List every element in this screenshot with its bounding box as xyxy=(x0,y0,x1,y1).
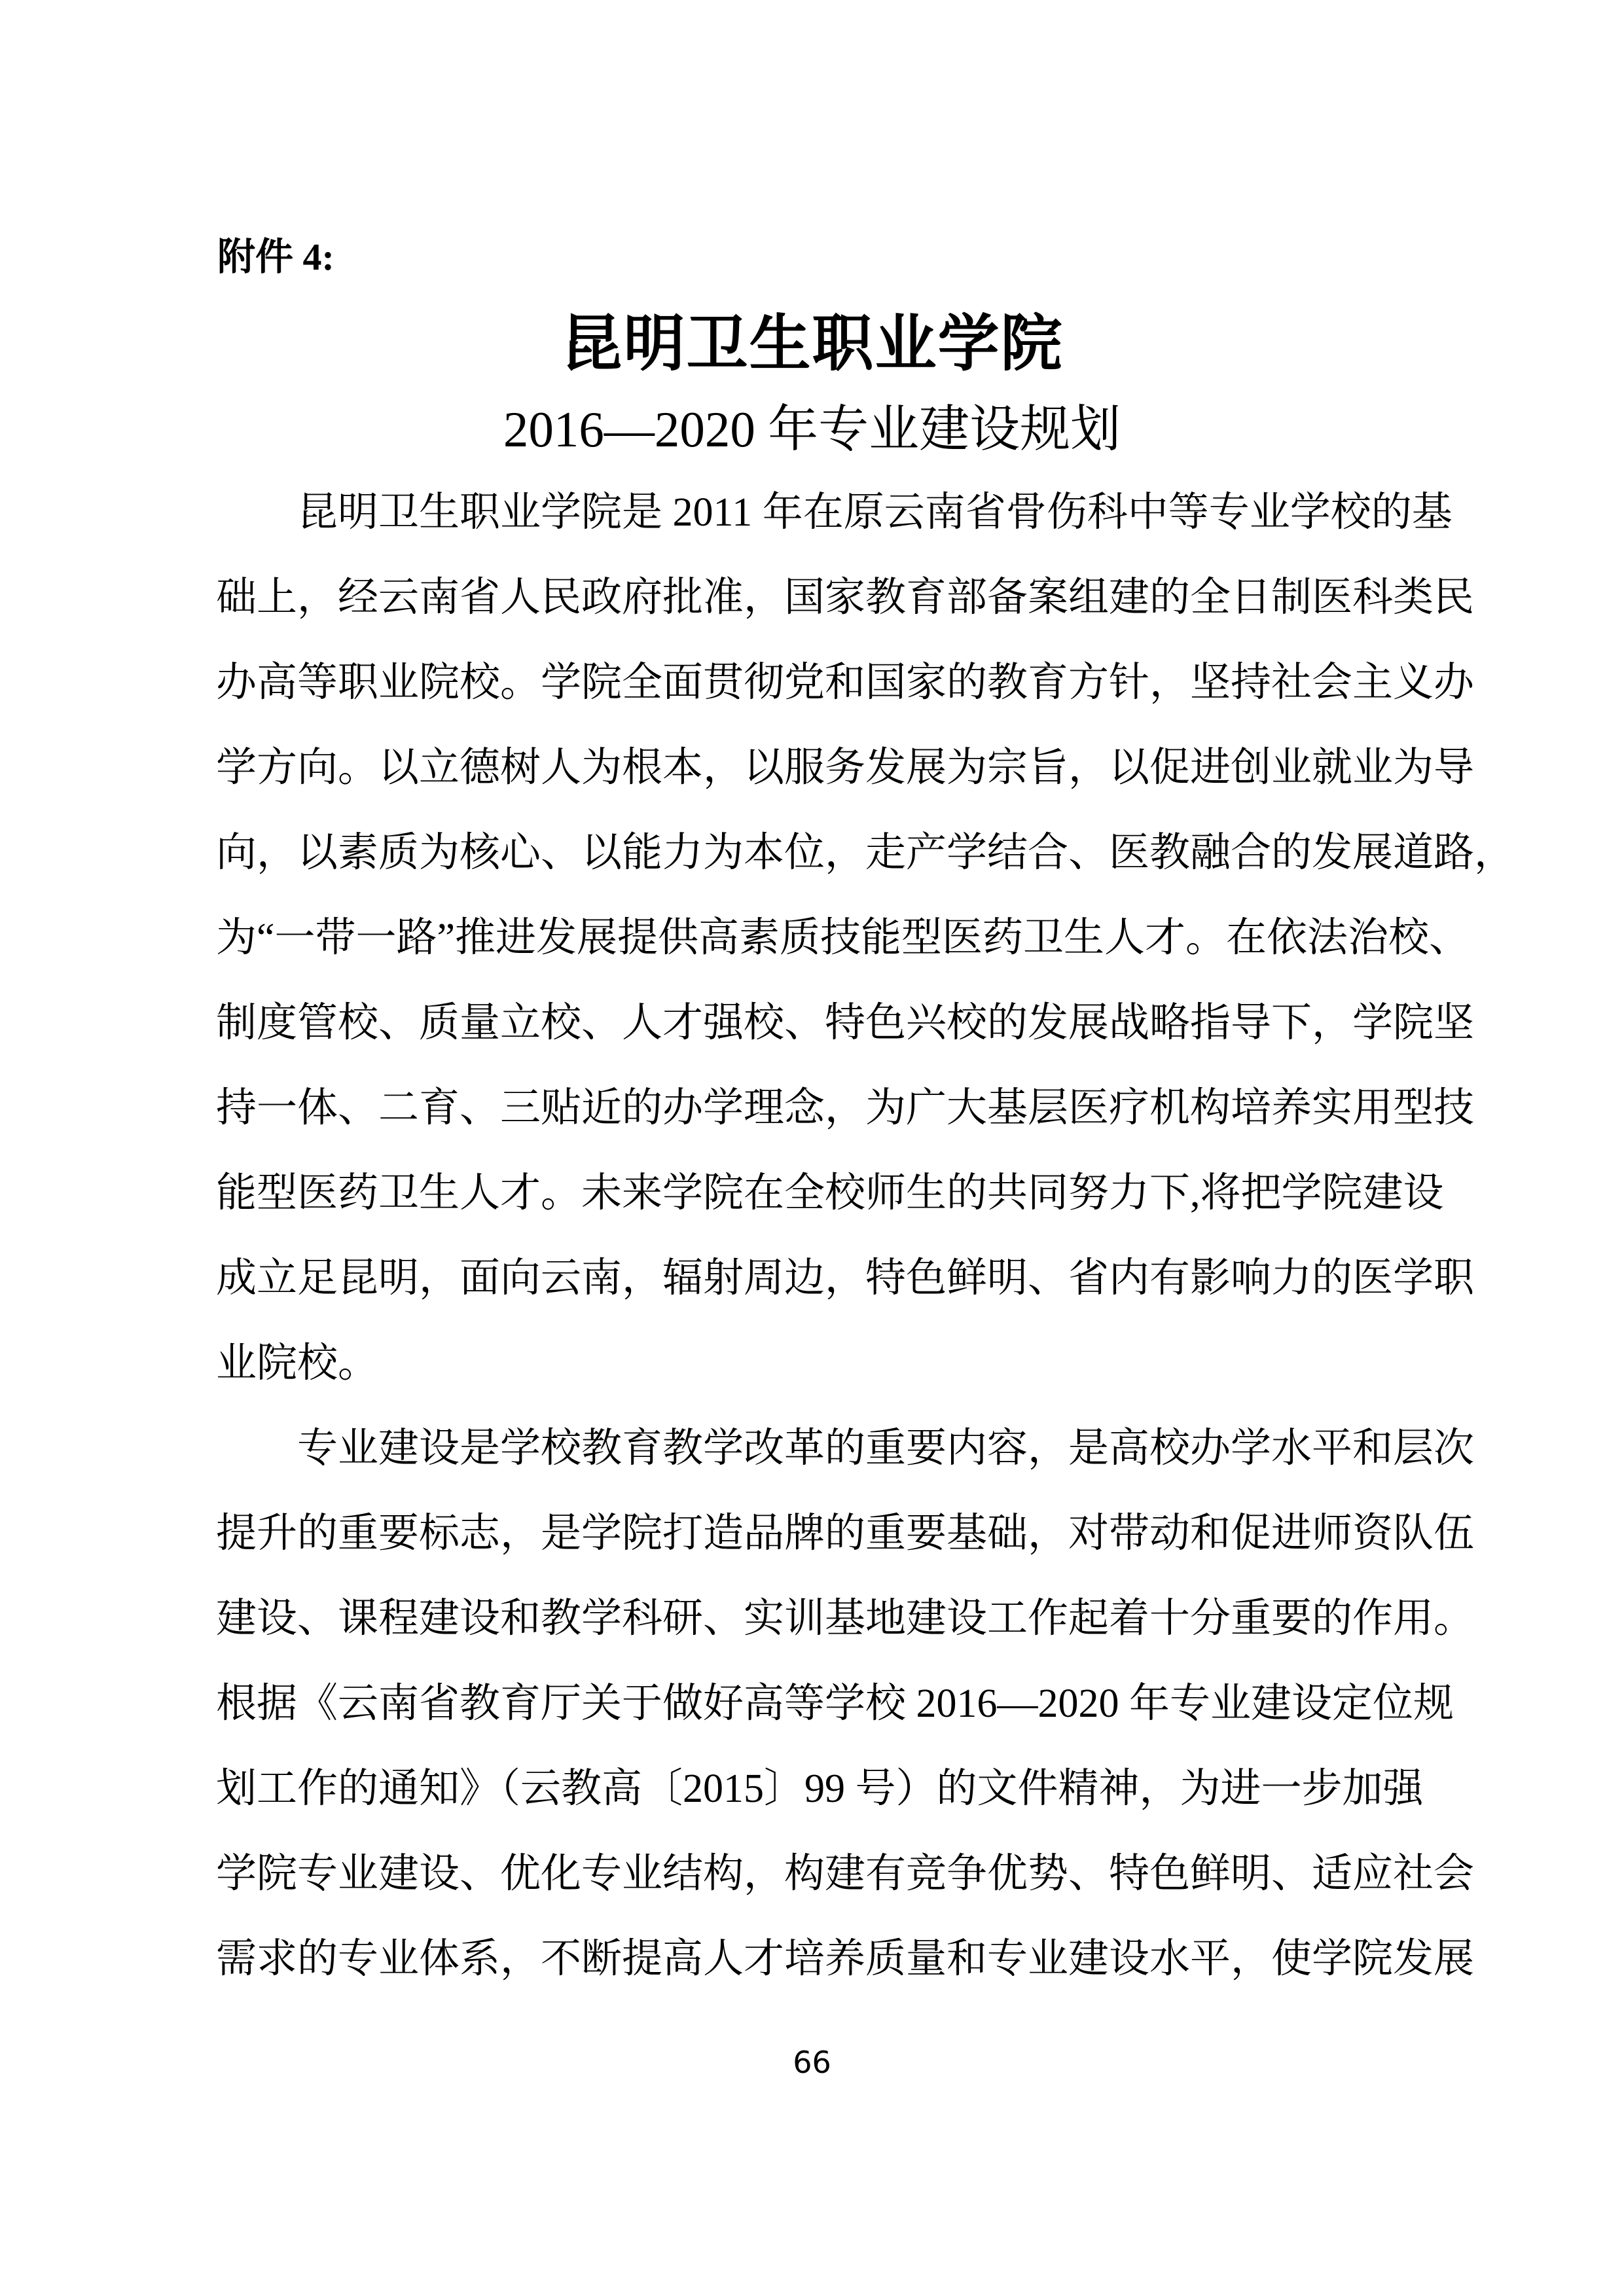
body-line: 向，以素质为核心、以能力为本位，走产学结合、医教融合的发展道路， xyxy=(216,831,1515,875)
body-line: 建设、课程建设和教学科研、实训基地建设工作起着十分重要的作用。 xyxy=(216,1596,1475,1641)
body-line: 昆明卫生职业学院是 2011 年在原云南省骨伤科中等专业学校的基 xyxy=(297,490,1453,535)
body-line: 办高等职业院校。学院全面贯彻党和国家的教育方针，坚持社会主义办 xyxy=(216,660,1475,705)
body-line: 础上，经云南省人民政府批准，国家教育部备案组建的全日制医科类民 xyxy=(216,575,1475,620)
body-line: 需求的专业体系，不断提高人才培养质量和专业建设水平，使学院发展 xyxy=(216,1937,1475,1981)
body-line: 成立足昆明，面向云南，辐射周边，特色鲜明、省内有影响力的医学职 xyxy=(216,1256,1475,1300)
body-line: 学院专业建设、优化专业结构，构建有竞争优势、特色鲜明、适应社会 xyxy=(216,1852,1475,1896)
attachment-label: 附件 4: xyxy=(217,236,334,278)
body-line: 制度管校、质量立校、人才强校、特色兴校的发展战略指导下，学院坚 xyxy=(216,1001,1475,1045)
body-text xyxy=(216,470,1515,2001)
page-number: 66 xyxy=(793,2045,831,2080)
body-line: 持一体、二育、三贴近的办学理念，为广大基层医疗机构培养实用型技 xyxy=(216,1086,1475,1130)
body-line: 业院校。 xyxy=(216,1341,379,1386)
body-line: 专业建设是学校教育教学改革的重要内容，是高校办学水平和层次 xyxy=(297,1426,1475,1471)
body-line: 学方向。以立德树人为根本，以服务发展为宗旨，以促进创业就业为导 xyxy=(216,745,1475,790)
page-subtitle: 2016—2020 年专业建设规划 xyxy=(503,401,1121,457)
body-line: 能型医药卫生人才。未来学院在全校师生的共同努力下,将把学院建设 xyxy=(216,1171,1444,1215)
body-line: 划工作的通知》（云教高〔2015〕99 号）的文件精神，为进一步加强 xyxy=(216,1767,1424,1811)
page-title: 昆明卫生职业学院 xyxy=(560,310,1064,378)
body-line: 提升的重要标志，是学院打造品牌的重要基础，对带动和促进师资队伍 xyxy=(216,1511,1475,1556)
body-line: 根据《云南省教育厅关于做好高等学校 2016—2020 年专业建设定位规 xyxy=(216,1681,1454,1726)
body-line: 为“一带一路”推进发展提供高素质技能型医药卫生人才。在依法治校、 xyxy=(216,916,1470,960)
